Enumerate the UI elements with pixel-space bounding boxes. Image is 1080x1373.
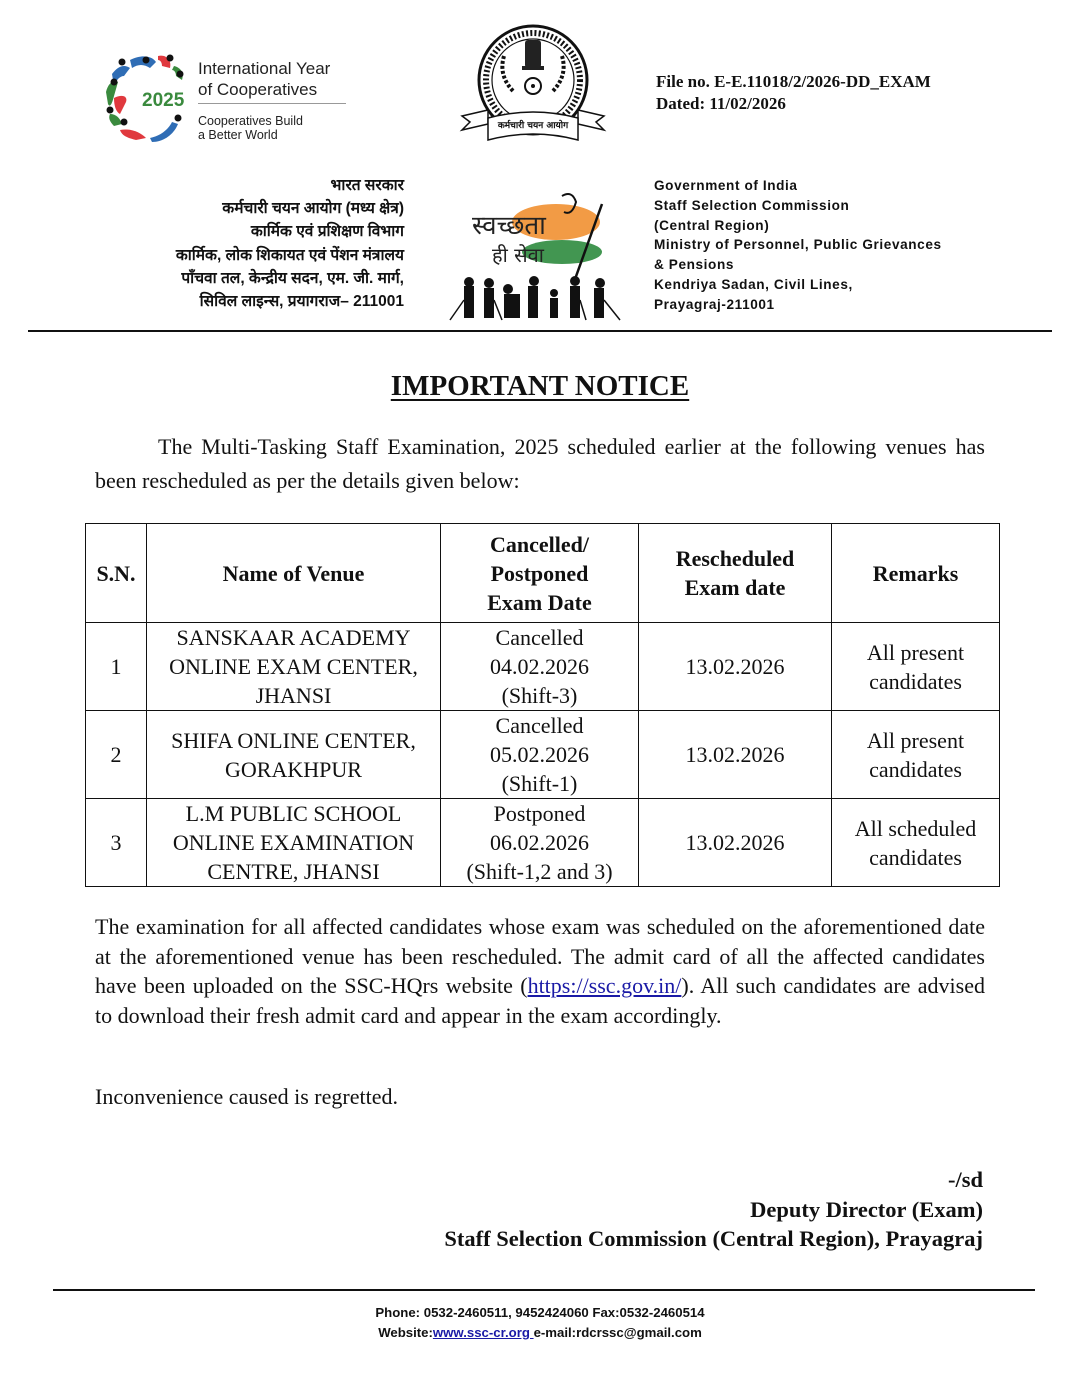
hindi-address-line: कार्मिक, लोक शिकायत एवं पेंशन मंत्रालय [175, 246, 404, 264]
english-address [654, 176, 942, 315]
iyc-tagline-line2: a Better World [198, 128, 278, 142]
ssc-cr-website-link[interactable]: www.ssc-cr.org [432, 1325, 534, 1340]
cell-sn: 1 [86, 623, 147, 711]
hindi-address-line: कार्मिक एवं प्रशिक्षण विभाग [250, 223, 404, 241]
iyc-divider [198, 103, 346, 104]
status-line: (Shift-1) [501, 771, 578, 796]
signatory-office: Staff Selection Commission (Central Region), Prayagraj [444, 1226, 983, 1251]
cell-sn: 2 [86, 711, 147, 799]
status-line: 04.02.2026 [490, 654, 589, 679]
cell-rescheduled: 13.02.2026 [639, 799, 832, 887]
iyc-2025-logo [100, 52, 360, 148]
venue-line: CENTRE, JHANSI [207, 859, 380, 884]
header-venue: Name of Venue [147, 524, 441, 623]
hindi-address-line: कर्मचारी चयन आयोग (मध्य क्षेत्र) [222, 200, 404, 218]
venue-line: SHIFA ONLINE CENTER, [171, 727, 416, 753]
footer-email: e-mail:rdcrssc@gmail.com [533, 1325, 702, 1340]
english-address-line: & Pensions [654, 257, 735, 273]
signatory-designation: Deputy Director (Exam) [750, 1196, 983, 1222]
file-number: File no. E-E.11018/2/2026-DD_EXAM [656, 72, 931, 91]
body-paragraph [95, 912, 985, 1030]
cell-rescheduled: 13.02.2026 [639, 711, 832, 799]
status-line: Postponed [493, 801, 586, 826]
header-cancelled-line: Exam Date [487, 589, 592, 615]
iyc-year: 2025 [142, 90, 185, 111]
english-address-line: Kendriya Sadan, Civil Lines, [654, 276, 853, 292]
website-label: Website: [378, 1325, 433, 1340]
signature-block [444, 1165, 983, 1254]
header-cancelled-line: Cancelled/ [490, 531, 589, 557]
header-remarks: Remarks [832, 524, 1000, 623]
rescheduled-venues-table [85, 523, 1000, 887]
hindi-address-line: सिविल लाइन्स, प्रयागराज– 211001 [199, 293, 404, 311]
status-line: Cancelled [495, 713, 584, 738]
intro-text: The Multi-Tasking Staff Examination, 2025 scheduled earlier at the following venues has been rescheduled as per the details given below: [95, 434, 985, 493]
venue-line: JHANSI [255, 683, 332, 708]
header-sn: S.N. [86, 524, 147, 623]
footer-phone: Phone: 0532-2460511, 9452424060 Fax:0532-2460514 [375, 1305, 705, 1320]
english-address-line: (Central Region) [654, 217, 770, 233]
table-row [86, 799, 1000, 887]
english-address-line: Ministry of Personnel, Public Grievances [654, 237, 942, 253]
ssc-emblem-icon [458, 22, 608, 154]
hindi-address-line: भारत सरकार [330, 177, 404, 194]
status-line: Cancelled [495, 625, 584, 650]
body-text: The examination for all affected candidates whose exam was scheduled on the aforementioned date at the aforementioned venue has been rescheduled. The admit card of all the affected candidates have been uploaded on the SSC-HQrs website ( [95, 914, 985, 998]
svg-text:कर्मचारी चयन आयोग: कर्मचारी चयन आयोग [497, 121, 569, 131]
ssc-hq-website-link[interactable]: https://ssc.gov.in/ [527, 973, 682, 998]
dated: Dated: 11/02/2026 [656, 94, 786, 113]
footer-web-email [0, 1323, 1080, 1343]
cell-remarks [832, 711, 1000, 799]
english-address-line: Staff Selection Commission [654, 197, 850, 213]
cell-remarks [832, 623, 1000, 711]
cell-status [441, 623, 639, 711]
venue-line: GORAKHPUR [225, 756, 362, 782]
hindi-address-line: पाँचवा तल, केन्द्रीय सदन, एम. जी. मार्ग, [181, 269, 404, 287]
remarks-line: candidates [869, 668, 962, 694]
signed-mark: -/sd [947, 1167, 983, 1192]
cell-status [441, 711, 639, 799]
remarks-line: candidates [869, 756, 962, 782]
cell-sn: 3 [86, 799, 147, 887]
footer-divider [53, 1289, 1035, 1291]
iyc-title-line1: International Year [198, 59, 331, 78]
remarks-line: All present [866, 639, 965, 665]
footer-contact [0, 1303, 1080, 1343]
header-rescheduled-date [639, 524, 832, 623]
status-line: (Shift-3) [501, 683, 578, 708]
cell-status [441, 799, 639, 887]
table-header-row [86, 524, 1000, 623]
iyc-tagline [198, 114, 303, 142]
cell-rescheduled: 13.02.2026 [639, 623, 832, 711]
english-address-line: Government of India [654, 178, 798, 193]
venue-line: SANSKAAR ACADEMY [176, 625, 411, 650]
iyc-tagline-line1: Cooperatives Build [198, 114, 303, 128]
status-line: (Shift-1,2 and 3) [466, 859, 613, 884]
cell-remarks [832, 799, 1000, 887]
venue-line: ONLINE EXAM CENTER, [169, 654, 418, 679]
iyc-title [198, 58, 330, 100]
swachhta-hi-seva-logo-icon [444, 182, 634, 324]
iyc-title-line2: of Cooperatives [198, 80, 318, 99]
english-address-line: Prayagraj-211001 [654, 296, 775, 312]
table-row [86, 623, 1000, 711]
table-row [86, 711, 1000, 799]
remarks-line: candidates [869, 844, 962, 870]
remarks-line: All scheduled [854, 815, 977, 841]
venue-line: L.M PUBLIC SCHOOL [185, 801, 402, 826]
notice-title [0, 370, 1080, 403]
notice-title-text: IMPORTANT NOTICE [390, 370, 690, 402]
regret-statement: Inconvenience caused is regretted. [95, 1084, 398, 1109]
svg-text:ही सेवा: ही सेवा [492, 243, 544, 267]
cell-venue [147, 623, 441, 711]
cell-venue [147, 711, 441, 799]
status-line: 05.02.2026 [490, 742, 589, 767]
header-cancelled-line: Postponed [490, 560, 589, 586]
file-reference [656, 71, 931, 115]
header-rescheduled-line: Rescheduled [675, 546, 795, 571]
header-rescheduled-line: Exam date [684, 575, 786, 600]
intro-paragraph [95, 430, 985, 498]
body-text: ). All such candidates are advised to download their fresh admit card and appear in the exam accordingly. [95, 973, 985, 1028]
header-divider [28, 330, 1052, 332]
svg-text:स्वच्छता: स्वच्छता [472, 211, 546, 241]
remarks-line: All present [866, 727, 965, 753]
hindi-address [100, 174, 404, 313]
venue-line: ONLINE EXAMINATION [172, 830, 415, 855]
header-cancelled-date [441, 524, 639, 623]
status-line: 06.02.2026 [490, 830, 589, 855]
cell-venue [147, 799, 441, 887]
